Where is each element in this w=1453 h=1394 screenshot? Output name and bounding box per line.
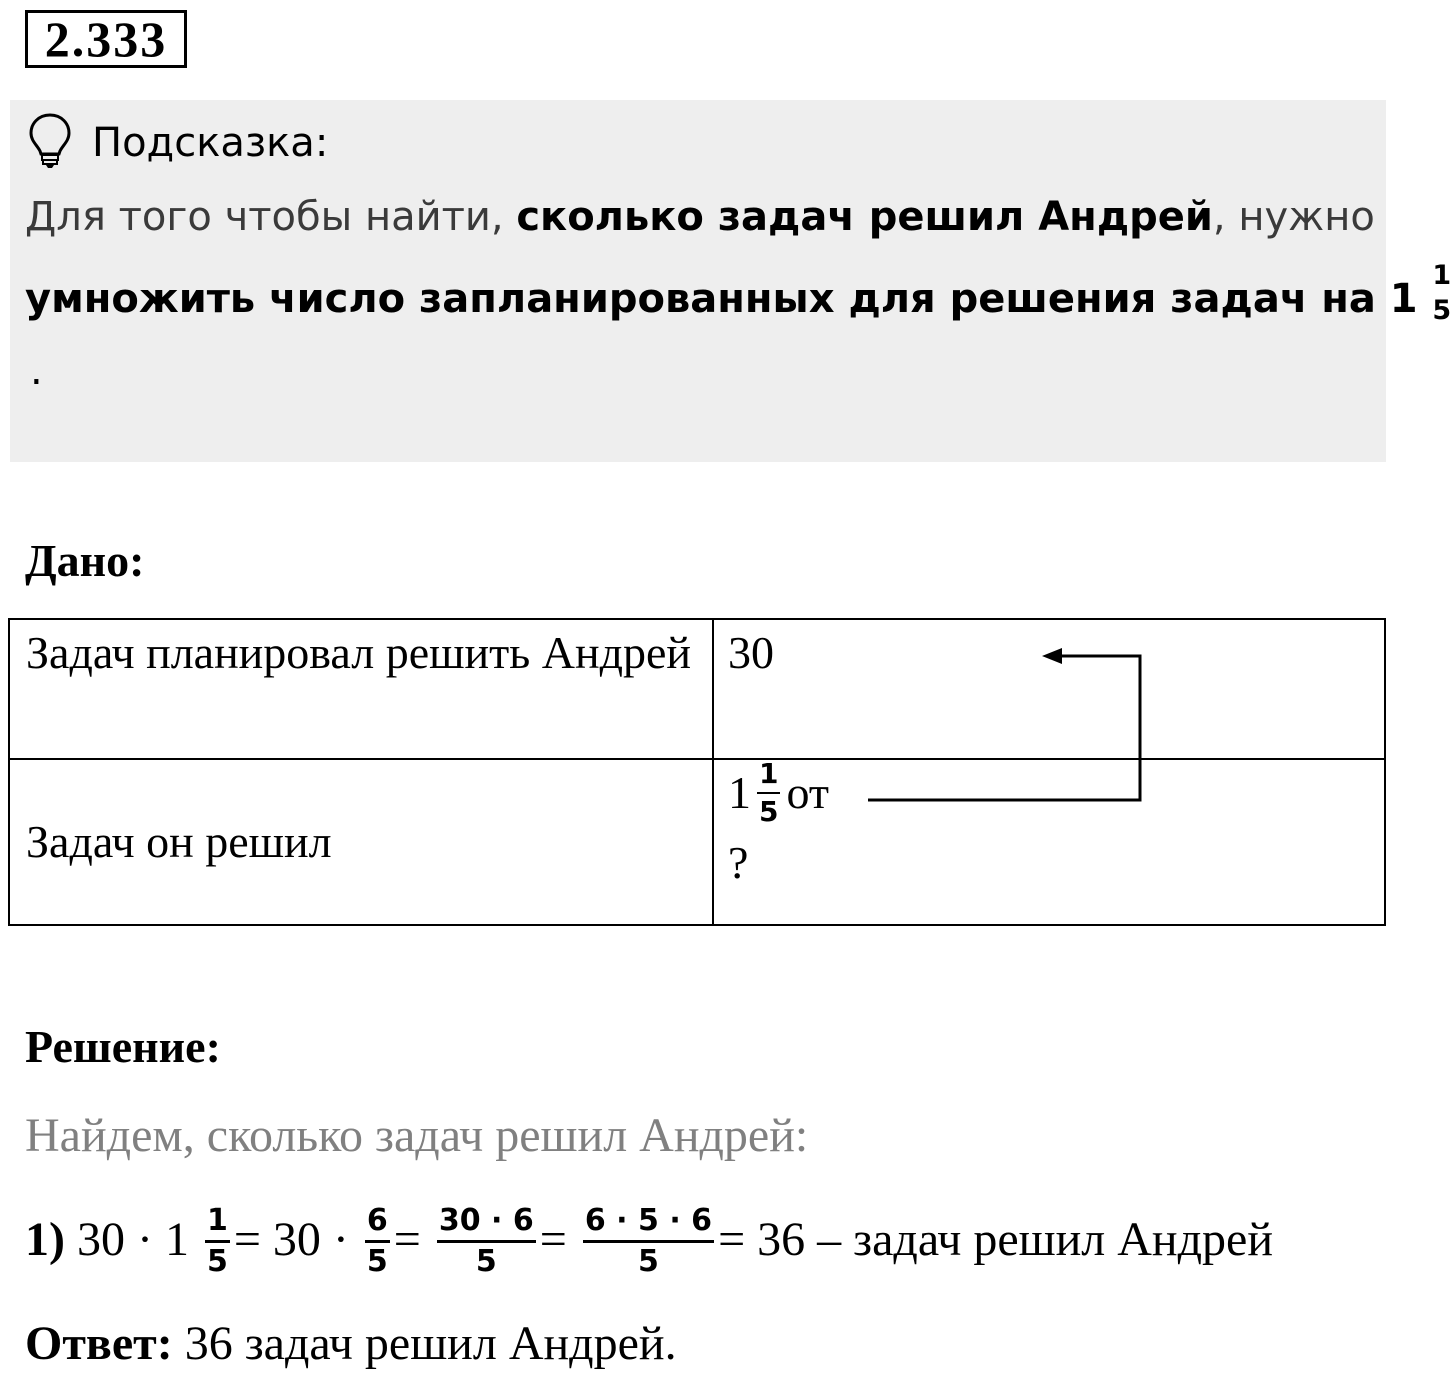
fraction-1-denominator: 5 — [206, 1244, 228, 1280]
hint-line-2 — [25, 260, 1453, 332]
solution-step-1 — [25, 1195, 1273, 1285]
given-value-planned: 30 — [713, 619, 1385, 759]
hint-fraction-denominator: 5 — [1432, 295, 1452, 326]
equals-1: = — [393, 1213, 421, 1266]
solution-heading: Решение: — [25, 1021, 221, 1072]
hint-line-1 — [25, 192, 1375, 242]
hint-fraction — [1430, 262, 1453, 324]
given-heading: Дано: — [25, 535, 145, 586]
given-fraction-numerator: 1 — [757, 760, 780, 794]
solution-intro: Найдем, сколько задач решил Андрей: — [25, 1109, 809, 1162]
hint-period: . — [30, 348, 43, 394]
table-row — [9, 619, 1385, 759]
fraction-2 — [365, 1203, 390, 1280]
given-fraction — [757, 757, 780, 829]
lightbulb-icon — [28, 112, 72, 170]
hint-text-tail: , нужно — [1212, 194, 1375, 240]
equals-2: = — [539, 1213, 567, 1266]
fraction-4-numerator: 6 · 5 · 6 — [583, 1206, 714, 1243]
expr-part-1: 30 · 1 — [76, 1213, 189, 1266]
fraction-4-denominator: 5 — [638, 1244, 659, 1280]
fraction-1-numerator: 1 — [205, 1206, 230, 1243]
hint-text-bold-2: умножить число запланированных для решения задач на 1 — [25, 276, 1418, 322]
hint-fraction-numerator: 1 — [1432, 260, 1452, 291]
answer-text: 36 задач решил Андрей. — [172, 1317, 677, 1370]
fraction-1 — [205, 1203, 230, 1280]
given-label-planned: Задач планировал решить Андрей — [9, 619, 713, 759]
given-whole: 1 — [728, 767, 751, 818]
expr-part-2: = 30 · — [233, 1213, 349, 1266]
fraction-3-denominator: 5 — [475, 1244, 497, 1280]
given-value-solved — [713, 759, 1385, 925]
step-result: = 36 – задач решил Андрей — [718, 1213, 1274, 1266]
fraction-4 — [583, 1203, 714, 1280]
table-row — [9, 759, 1385, 925]
hint-title: Подсказка: — [92, 120, 329, 166]
hint-text-bold: сколько задач решил Андрей — [516, 194, 1213, 240]
answer-label: Ответ: — [25, 1317, 173, 1370]
fraction-3-numerator: 30 · 6 — [437, 1206, 536, 1243]
answer — [25, 1316, 677, 1372]
hint-box — [10, 100, 1452, 462]
problem-number: 2.333 — [25, 10, 187, 68]
given-suffix: от — [786, 767, 829, 818]
fraction-2-numerator: 6 — [365, 1206, 390, 1243]
given-label-solved: Задач он решил — [9, 759, 713, 925]
hint-text-normal: Для того чтобы найти, — [25, 194, 517, 240]
given-unknown: ? — [728, 837, 749, 889]
given-fraction-denominator: 5 — [759, 795, 779, 829]
given-table — [8, 618, 1386, 926]
fraction-3 — [437, 1203, 536, 1280]
step-label: 1) — [25, 1213, 65, 1266]
fraction-2-denominator: 5 — [366, 1244, 388, 1280]
